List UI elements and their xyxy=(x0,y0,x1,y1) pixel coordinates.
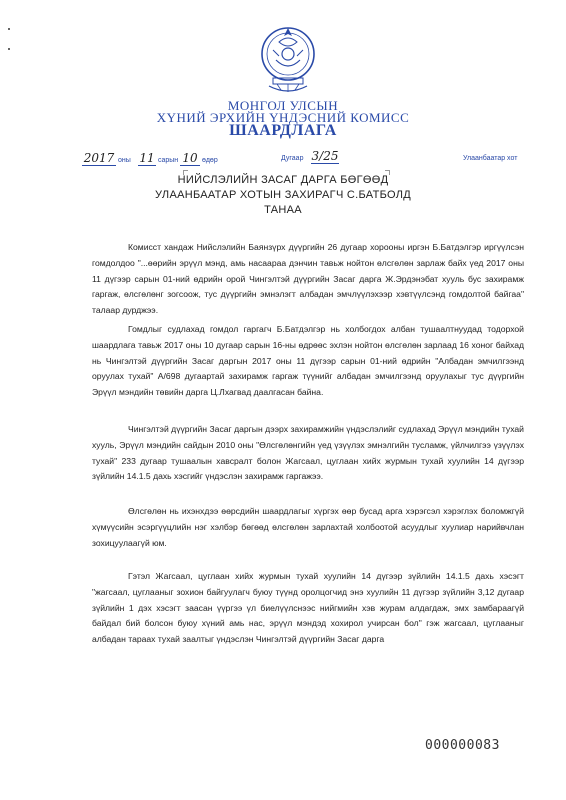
addressee-line1: НИЙСЛЭЛИЙН ЗАСАГ ДАРГА БӨГӨӨД xyxy=(177,174,389,186)
date-day xyxy=(180,151,218,166)
body-paragraph-5: Гэтэл Жагсаал, цуглаан хийх журмын тухай хуулийн 14 дүгээр зүйлийн 14.1.5 дахь хэсэгт "жагсаал, цуглааныг зохион байгуулагч буюу түүнд оролцогчид энэ хуулийн 11 дүгээр зүйлийн 3,12 дугаар зүйлийн 1 дэх хэсэгт заасан үүргээ үл биелүүлснээс нийгмийн хэв журам алдагдаж, эмх замбараагүй байдал бий болсон буюу хүний амь нас, эрүүл мэндэд хохирол учирсан бол" гэж жагсаал, цуглааныг албадан тараах тухай заалтыг үндэслэн Чингэлтэй дүүргийн Засаг дарга xyxy=(92,571,524,645)
date-month-value: 11 xyxy=(139,151,155,165)
date-day-suffix: өдөр xyxy=(201,157,218,164)
date-month-suffix: сарын xyxy=(157,157,179,164)
body-paragraph-4: Өлсгөлөн нь ихэнхдээ өөрсдийн шаардлагыг хүргэх өөр бусад арга хэрэгсэл хэрэглэх боломжгүй хүмүүсийн эсэргүүцлийн нэг хэлбэр бөгөөд өлсгөлөн зарлахтай холбоотой асуудлыг хуулиар нарийвчлан зохицуулаагүй юм. xyxy=(92,506,524,548)
body-paragraph-3: Чингэлтэй дүүргийн Засаг даргын дээрх захирамжийн үндэслэлийг судлахад Эрүүл мэндийн тухай хууль, Эрүүл мэндийн сайдын 2010 оны "Өлсгөлөнгийн үед үзүүлэх эмнэлгийн тусламж, үйлчилгээ үзүүлэх тухай" 233 дугаар тушаалын хавсралт болон Жагсаал, цуглаан хийх журмын тухай хуулийн 14 дүгээр зүйлийн 14.1.5 дахь хэсгийг үндэслэн захирамж гаргажээ. xyxy=(92,424,524,482)
date-year-suffix: оны xyxy=(117,157,131,164)
addressee-line2: УЛААНБААТАР ХОТЫН ЗАХИРАГЧ С.БАТБОЛД xyxy=(155,189,411,201)
date-day-value: 10 xyxy=(180,151,200,166)
date-month xyxy=(138,151,178,166)
org-name-line1: МОНГОЛ УЛСЫН xyxy=(227,98,339,113)
place-name: Улаанбаатар хот xyxy=(463,155,518,162)
org-name-line2: ХҮНИЙ ЭРХИЙН ҮНДЭСНИЙ КОМИСС xyxy=(156,110,410,125)
serial-number: 000000083 xyxy=(425,738,500,753)
body-paragraph-1: Комисст хандаж Нийслэлийн Баянзүрх дүүргийн 26 дугаар хорооны иргэн Б.Батдэлгэр иргүүлсэн гомдолдоо "...өөрийн эрүүл мэнд, амь насаараа дэнчин тавьж нойтон өлсгөлөн зарлаж байх үед 2017 оны 11 дүгээр сарын 01-ний өдрийн орой Чингэлтэй дүүргийн Засаг дарга Ж.Эрдэнэбат хууль бус захирамж гаргаж, өлсгөлөнг зогсоож, тус дүүргийн эмнэлэгт албадан эмчлүүлэхээр хэвтүүлсэнд гомдолтой байгаа" талаар дурджээ. xyxy=(92,242,524,316)
margin-dot xyxy=(8,28,10,30)
state-emblem-icon xyxy=(259,20,317,100)
date-year-value: 2017 xyxy=(83,151,115,165)
addressee-line3: ТАНАА xyxy=(264,204,302,216)
document-number-label: Дугаар xyxy=(281,155,304,162)
date-year xyxy=(82,151,131,166)
document-type-title: ШААРДЛАГА xyxy=(229,122,337,139)
margin-dot xyxy=(8,48,10,50)
body-paragraph-2: Гомдлыг судлахад гомдол гаргагч Б.Батдэлгэр нь холбогдох албан тушаалтнуудад тодорхой шаардлага тавьж 2017 оны 10 дугаар сарын 16-ны өдрөөс эхлэн нойтон өлсгөлөн зарлаад 16 хоног байхад нь Чингэлтэй дүүргийн Засаг даргын 2017 оны 11 дүгээр сарын 01-ний өдрийн "Албадан эмчилгээнд оруулах тухай" А/698 дугаартай захирамж гаргаж түүнийг албадан эмчилгээнд оруулахыг тус дүүргийн Эрүүл мэндийн төвийн дарга Ц.Лхагвад даалгасан байна. xyxy=(92,324,524,398)
document-number-value: 3/25 xyxy=(311,149,339,163)
document-number xyxy=(311,149,339,164)
